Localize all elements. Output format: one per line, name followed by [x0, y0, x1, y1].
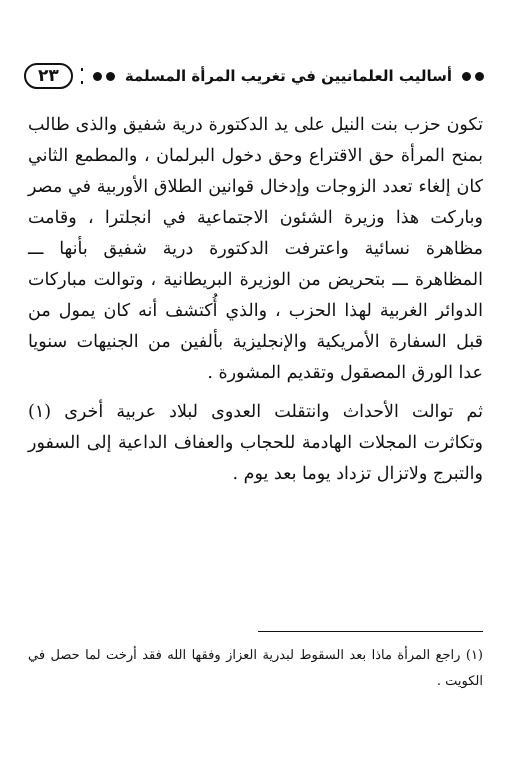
header-double-rule [81, 68, 83, 84]
header-dot-icon [106, 72, 115, 81]
paragraph: تكون حزب بنت النيل على يد الدكتورة درية شفيق والذى طالب بمنح المرأة حق الاقتراع وحق دخول البرلمان ، والمطمع الثاني كان إلغاء تعدد الزوجات وإدخال قوانين الطلاق الأوربية في مصر وباركت هذا وزيرة الشئون الاجتماعية في انجلترا ، وقامت مظاهرة نسائية واعترفت الدكتورة درية شفيق بأنها ـــ المظاهرة ـــ بتحريض من الوزيرة البريطانية ، وتوالت مباركات الدوائر الغربية لهذا الحزب ، والذي أُكتشف أنه كان يمول من قبل السفارة الأمريكية والإنجليزية بألفين من الجنيهات سنويا عدا الورق المصقول وتقديم المشورة . [28, 115, 483, 383]
running-header [24, 62, 486, 90]
running-title: أساليب العلمانيين في تغريب المرأة المسلمة [124, 67, 452, 85]
header-dot-icon [93, 72, 102, 81]
footnote-separator [258, 631, 483, 632]
body-text [28, 110, 483, 490]
paragraph: ثم توالت الأحداث وانتقلت العدوى لبلاد عربية أخرى (١) وتكاثرت المجلات الهادمة للحجاب والعفاف الداعية إلى السفور والتبرج ولاتزال تزداد يوما بعد يوم . [28, 402, 483, 484]
header-dot-icon [462, 72, 471, 81]
header-dot-icon [475, 72, 484, 81]
page-number: ٢٣ [24, 63, 73, 89]
footnote: (١) راجع المرأة ماذا بعد السقوط لبدرية العزاز وفقها الله فقد أرخت لما حصل في الكويت . [28, 648, 483, 689]
